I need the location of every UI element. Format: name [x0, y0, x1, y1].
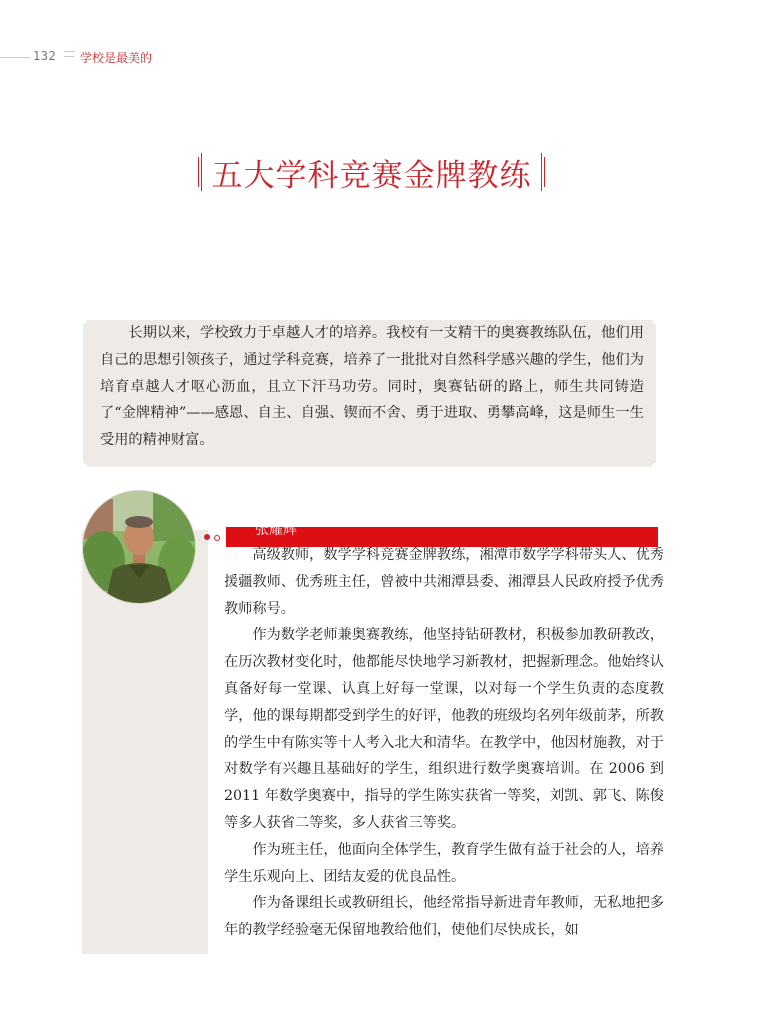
chapter-title: 五大学科竞赛金牌教练 [211, 157, 532, 194]
teacher-photo-icon [83, 491, 195, 603]
profile-body [224, 542, 664, 944]
name-marker-dot [204, 534, 210, 540]
page-header [0, 48, 300, 66]
profile-paragraph-1: 高级教师，数学学科竞赛金牌教练，湘潭市数学学科带头人、优秀援疆教师、优秀班主任，曾被中共湘潭县委、湘潭县人民政府授予优秀教师称号。 [224, 547, 664, 617]
chapter-title-frame [199, 151, 544, 193]
profile-paragraph-2: 作为数学老师兼奥赛教练，他坚持钻研教材，积极参加教研教改，在历次教材变化时，他都能尽快地学习新教材，把握新理念。他始终认真备好每一堂课、认真上好每一堂课，以对每一个学生负责的态度教学，他的课每期都受到学生的好评，他教的班级均名列年级前茅，所教的学生中有陈实等十人考入北大和清华。在教学中，他因材施教，对于对数学有兴趣且基础好的学生，组织进行数学奥赛培训。在 2006 到 2011 年数学奥赛中，指导的学生陈实获省一等奖，刘凯、郭飞、陈俊等多人获省二等奖，多人获省三等奖。 [224, 627, 664, 831]
name-marker-ring [214, 535, 220, 541]
running-header-title: 学校是最美的 [80, 51, 153, 65]
header-separator-icon [64, 51, 74, 62]
intro-box [83, 320, 656, 467]
title-left-bar [201, 153, 202, 191]
profile-paragraph-4: 作为备课组长或教研组长，他经常指导新进青年教师，无私地把多年的教学经验毫无保留地教给他们，使他们尽快成长，如 [224, 895, 664, 939]
profile-paragraph-3: 作为班主任，他面向全体学生，教育学生做有益于社会的人，培养学生乐观向上、团结友爱的优良品性。 [224, 841, 664, 885]
title-right-bar [541, 153, 542, 191]
teacher-name: 张耀辉 [255, 522, 297, 538]
teacher-photo [82, 490, 196, 604]
page-number: 132 [33, 49, 57, 63]
intro-paragraph: 长期以来，学校致力于卓越人才的培养。我校有一支精干的奥赛教练队伍，他们用自己的思想引领孩子，通过学科竞赛，培养了一批批对自然科学感兴趣的学生，他们为培育卓越人才呕心沥血，且立下汗马功劳。同时，奥赛钻研的路上，师生共同铸造了“金牌精神”——感恩、自主、自强、锲而不舍、勇于进取、勇攀高峰，这是师生一生受用的精神财富。 [100, 325, 644, 449]
header-rule [0, 57, 30, 58]
